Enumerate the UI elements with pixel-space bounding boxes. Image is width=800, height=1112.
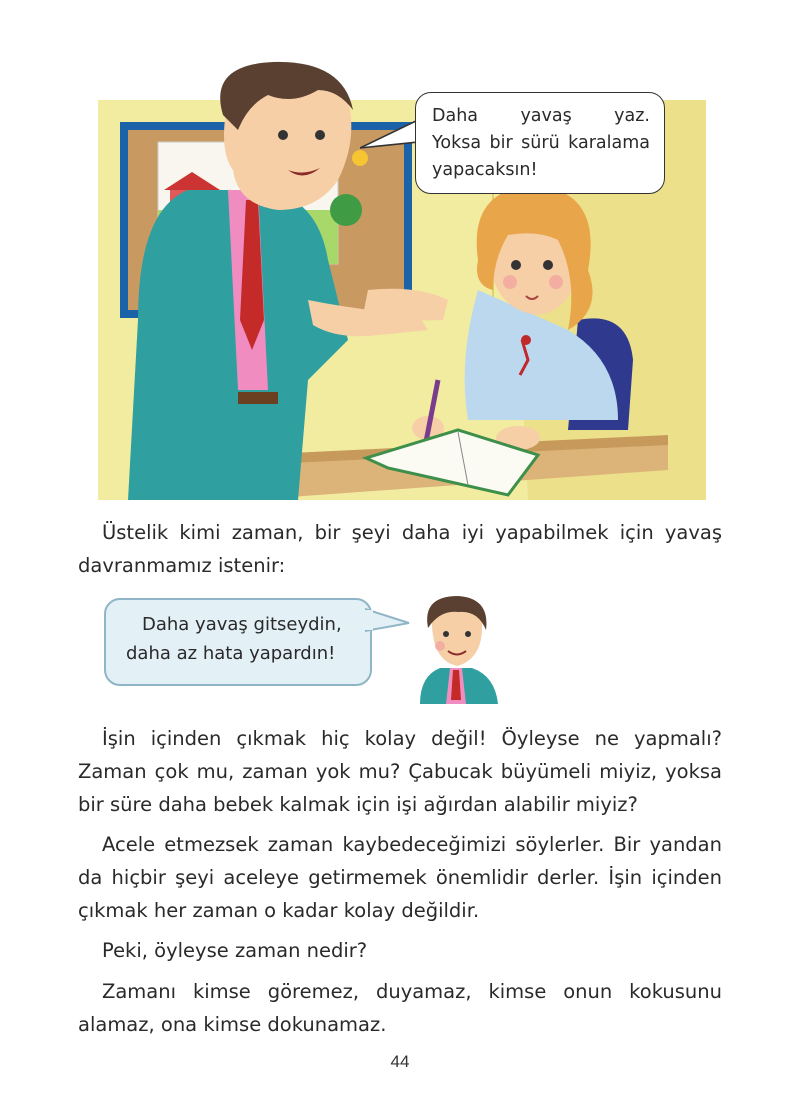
text-line: İşin içinden çıkmak hiç kolay değil! Öyleyse ne yapmalı?	[102, 727, 722, 750]
paragraph-3	[78, 828, 722, 927]
text-line: davranmamız istenir:	[78, 554, 286, 577]
text-line: Peki, öyleyse zaman nedir?	[102, 939, 368, 962]
paragraph-1	[78, 516, 722, 582]
text-line: Zamanı kimse göremez, duyamaz, kimse onun kokusunu	[102, 980, 722, 1003]
teacher-portrait	[410, 596, 502, 704]
paragraph-5	[78, 975, 722, 1041]
bubble-line: yapacaksın!	[432, 160, 538, 180]
paragraph-2	[78, 722, 722, 821]
quote-line: Daha yavaş gitseydin,	[142, 614, 342, 635]
text-line: çıkmak her zaman o kadar kolay değildir.	[78, 899, 480, 922]
page-number: 44	[390, 1052, 410, 1071]
text-line: da hiçbir şeyi aceleye getirmemek önemlidir derler. İşin içinden	[78, 866, 722, 889]
bubble-line: Yoksa bir sürü karalama	[432, 133, 650, 153]
speech-bubble	[415, 92, 665, 194]
paragraph-4	[78, 934, 722, 967]
text-line: Zaman çok mu, zaman yok mu? Çabucak büyümeli miyiz, yoksa	[78, 760, 722, 783]
text-line: bir süre daha bebek kalmak için işi ağırdan alabilir miyiz?	[78, 793, 638, 816]
text-line: alamaz, ona kimse dokunamaz.	[78, 1013, 387, 1036]
quote-bubble-tail	[365, 605, 415, 635]
text-line: Acele etmezsek zaman kaybedeceğimizi söylerler. Bir yandan	[102, 833, 722, 856]
text-line: Üstelik kimi zaman, bir şeyi daha iyi yapabilmek için yavaş	[102, 521, 722, 544]
teacher-quote-bubble	[104, 598, 372, 686]
bubble-line: Daha yavaş yaz.	[432, 106, 650, 126]
quote-line: daha az hata yapardın!	[126, 643, 336, 664]
